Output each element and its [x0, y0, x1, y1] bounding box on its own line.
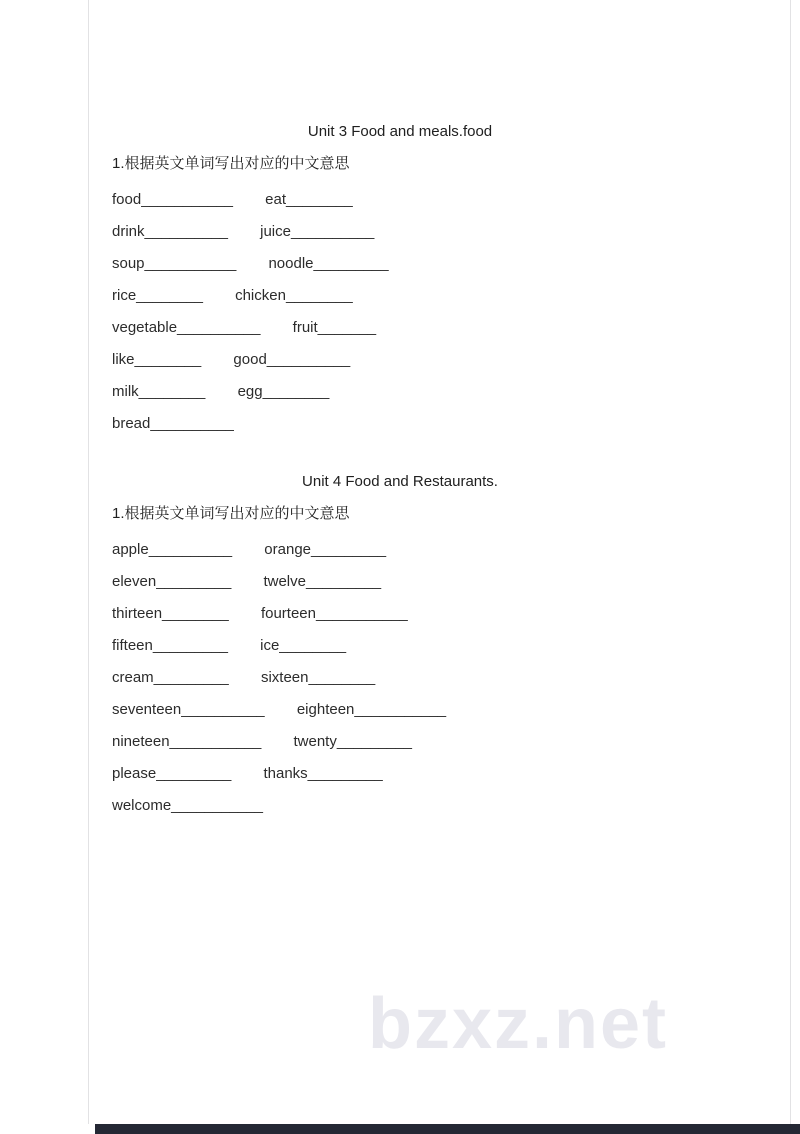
word-blank: seventeen__________: [112, 701, 265, 718]
word-row: [112, 376, 688, 408]
word-row: [112, 248, 688, 280]
word-blank: drink__________: [112, 223, 228, 240]
word-blank: twenty_________: [293, 733, 412, 750]
word-blank: eleven_________: [112, 573, 232, 590]
word-blank: please_________: [112, 765, 232, 782]
word-blank: cream_________: [112, 669, 229, 686]
unit3-rows: [112, 184, 688, 440]
unit4-title: Unit 4 Food and Restaurants.: [302, 473, 498, 490]
word-blank: eat________: [265, 191, 353, 208]
word-blank: fifteen_________: [112, 637, 228, 654]
word-blank: good__________: [233, 351, 351, 368]
word-blank: thirteen________: [112, 605, 229, 622]
unit3-title: Unit 3 Food and meals.food: [307, 123, 493, 140]
unit3-instruction: 1.根据英文单词写出对应的中文意思: [112, 155, 350, 172]
word-blank: vegetable__________: [112, 319, 261, 336]
unit4-instruction: 1.根据英文单词写出对应的中文意思: [112, 505, 350, 522]
word-blank: nineteen___________: [112, 733, 262, 750]
bottom-bar: [95, 1124, 800, 1134]
unit4-rows: [112, 534, 688, 822]
word-blank: noodle_________: [268, 255, 389, 272]
word-blank: milk________: [112, 383, 206, 400]
word-blank: juice__________: [260, 223, 375, 240]
word-row: [112, 344, 688, 376]
word-row: [112, 184, 688, 216]
word-row: [112, 790, 688, 822]
word-blank: welcome___________: [112, 797, 263, 814]
word-row: [112, 408, 688, 440]
word-blank: chicken________: [235, 287, 353, 304]
word-blank: rice________: [112, 287, 203, 304]
word-blank: sixteen________: [260, 669, 376, 686]
word-blank: apple__________: [112, 541, 233, 558]
word-blank: fourteen___________: [260, 605, 408, 622]
word-blank: ice________: [260, 637, 347, 654]
word-blank: soup___________: [112, 255, 237, 272]
word-blank: eighteen___________: [296, 701, 447, 718]
page-border-right: [790, 0, 791, 1124]
word-blank: food___________: [112, 191, 233, 208]
word-row: [112, 534, 688, 566]
word-row: [112, 662, 688, 694]
word-blank: fruit_______: [292, 319, 377, 336]
word-row: [112, 312, 688, 344]
word-blank: thanks_________: [263, 765, 383, 782]
word-row: [112, 566, 688, 598]
word-row: [112, 630, 688, 662]
word-row: [112, 758, 688, 790]
worksheet-content: [112, 122, 688, 822]
word-row: [112, 726, 688, 758]
word-row: [112, 216, 688, 248]
word-row: [112, 694, 688, 726]
word-blank: bread__________: [112, 415, 234, 432]
word-row: [112, 280, 688, 312]
watermark: bzxz.net: [368, 984, 669, 1064]
page-border-left: [88, 0, 89, 1124]
word-blank: like________: [112, 351, 202, 368]
word-blank: orange_________: [264, 541, 387, 558]
word-row: [112, 598, 688, 630]
word-blank: egg________: [237, 383, 330, 400]
word-blank: twelve_________: [263, 573, 382, 590]
